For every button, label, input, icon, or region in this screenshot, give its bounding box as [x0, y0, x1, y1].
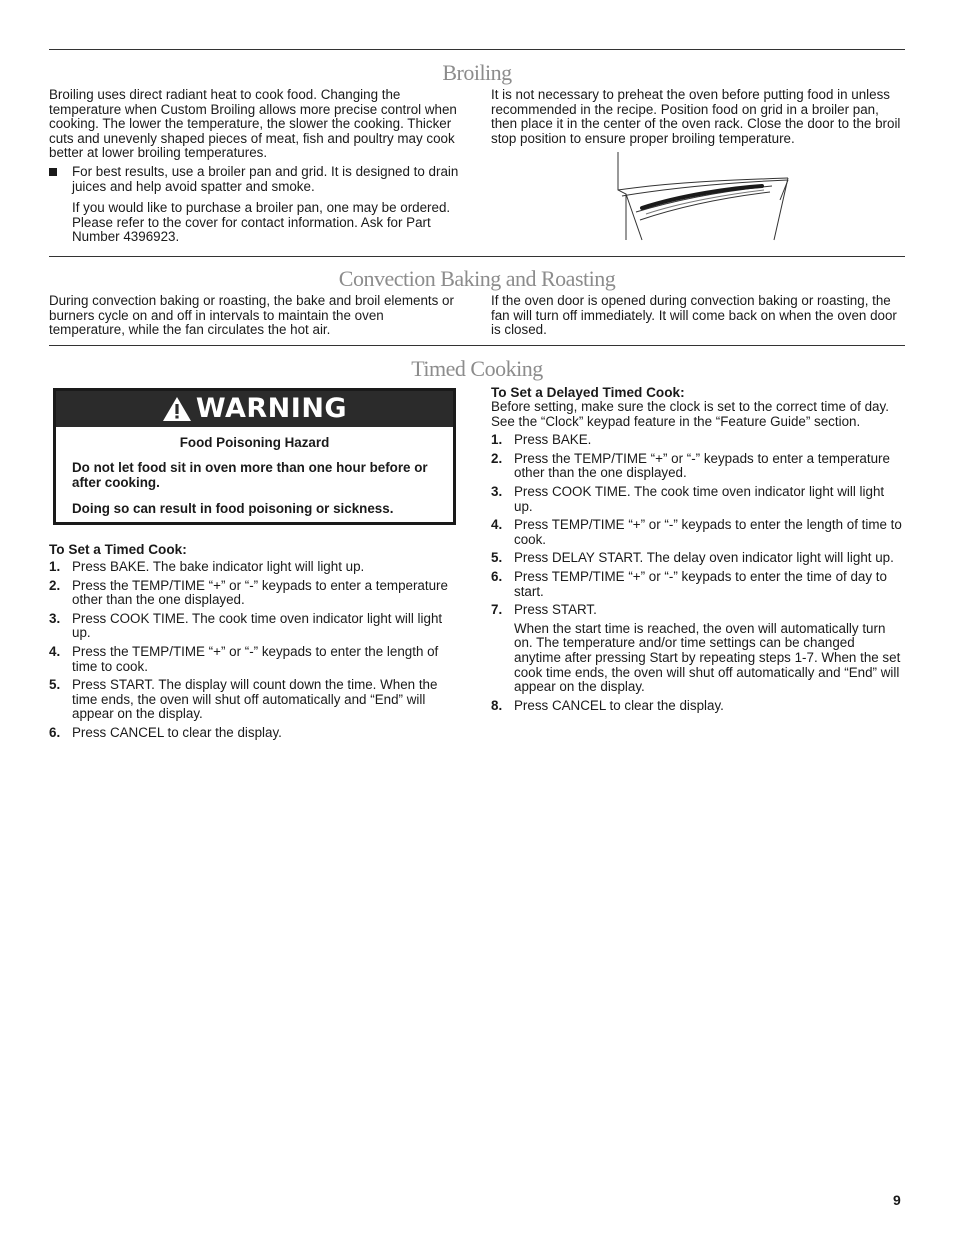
step-7-note: When the start time is reached, the oven will automatically turn on. The temperature and/or time settings can be changed anytime after pressing Start by repeating steps 1-7. When the set cook time ends, the oven will shut off automatically and “End” will appear on the display.	[514, 620, 901, 695]
warning-line-1: Do not let food sit in oven more than one hour before or after cooking.	[72, 459, 428, 490]
warning-box	[53, 388, 456, 525]
bullet-square-icon	[49, 168, 57, 176]
list-item: 2. Press the TEMP/TIME “+” or “-” keypads to enter a temperature other than the one displayed.	[491, 450, 890, 481]
list-item: 2. Press the TEMP/TIME “+” or “-” keypads to enter a temperature other than the one displayed.	[49, 577, 448, 608]
timed-cook-column	[49, 542, 463, 745]
list-item: 4. Press TEMP/TIME “+” or “-” keypads to enter the length of time to cook.	[491, 517, 902, 547]
broiling-right-column	[491, 88, 905, 146]
page-number: 9	[893, 1192, 901, 1208]
broiling-bullet	[49, 165, 463, 194]
broiling-left-column	[49, 88, 463, 245]
top-rule	[49, 49, 905, 50]
warning-hazard-title: Food Poisoning Hazard	[179, 435, 330, 450]
oven-door-broil-stop-illustration	[612, 150, 792, 242]
list-item: 5. Press START. The display will count down the time. When the time ends, the oven will shut off automatically and “End” will appear on the display.	[49, 677, 438, 722]
warning-triangle-icon	[162, 396, 192, 422]
timed-cook-heading: To Set a Timed Cook:	[49, 542, 187, 557]
convection-door-text: If the oven door is opened during convection baking or roasting, the fan will turn off immediately. It will come back on when the oven door is closed.	[491, 293, 897, 338]
list-item: 4. Press the TEMP/TIME “+” or “-” keypads to enter the length of time to cook.	[49, 643, 439, 674]
list-item: 6. Press CANCEL to clear the display.	[49, 724, 282, 740]
timed-cooking-heading: Timed Cooking	[411, 356, 543, 381]
broiling-bullet-note: If you would like to purchase a broiler pan, one may be ordered. Please refer to the cover for contact information. Ask for Part Number 4396923.	[72, 200, 451, 245]
convection-elements-text: During convection baking or roasting, the bake and broil elements or burners cycle on and off in intervals to maintain the oven temperature, while the fan circulates the hot air.	[49, 293, 454, 338]
timed-cook-steps	[49, 560, 463, 741]
timed-rule	[49, 345, 905, 346]
broiling-heading: Broiling	[442, 60, 512, 85]
list-item: 5. Press DELAY START. The delay oven indicator light will light up.	[491, 550, 894, 566]
convection-left-column	[49, 294, 463, 338]
list-item: 3. Press COOK TIME. The cook time oven indicator light will light up.	[491, 483, 885, 514]
warning-label: WARNING	[195, 392, 348, 424]
delayed-cook-heading: To Set a Delayed Timed Cook:	[491, 385, 685, 400]
broiling-preheat-text: It is not necessary to preheat the oven before putting food in unless recommended in the recipe. Position food on grid in a broiler pan, then place it in the center of the oven rack. Close the door to the broil stop position to ensure proper broiling temperature.	[491, 87, 901, 146]
list-item: 1. Press BAKE. The bake indicator light will light up.	[49, 559, 365, 574]
list-item: 7. Press START. When the start time is reached, the oven will automatically turn on. The temperature and/or time settings can be changed anytime after pressing Start by repeating steps 1-7. When the set cook time ends, the oven will shut off automatically and “End” will appear on the display.	[491, 603, 905, 695]
warning-header	[56, 391, 453, 427]
list-item: 8. Press CANCEL to clear the display.	[491, 697, 724, 713]
broiling-intro: Broiling uses direct radiant heat to cook food. Changing the temperature when Custom Broiling allows more precise control when cooking. The lower the temperature, the slower the cooking. Thicker cuts and unevenly shaped pieces of meat, fish and poultry may cook better at lower broiling temperatures.	[49, 87, 457, 161]
convection-heading: Convection Baking and Roasting	[338, 266, 616, 291]
delayed-cook-column	[491, 385, 905, 717]
warning-line-2: Doing so can result in food poisoning or sickness.	[72, 500, 394, 516]
convection-rule	[49, 256, 905, 257]
list-item: 3. Press COOK TIME. The cook time oven indicator light will light up.	[49, 610, 443, 641]
warning-body	[56, 427, 453, 516]
list-item: 6. Press TEMP/TIME “+” or “-” keypads to enter the time of day to start.	[491, 568, 887, 599]
delayed-cook-intro: Before setting, make sure the clock is set to the correct time of day. See the “Clock” keypad feature in the “Feature Guide” section.	[491, 399, 889, 429]
broiling-bullet-text: For best results, use a broiler pan and grid. It is designed to drain juices and help avoid spatter and smoke.	[72, 163, 459, 194]
list-item: 1. Press BAKE.	[491, 432, 592, 448]
delayed-cook-steps	[491, 433, 905, 713]
convection-right-column	[491, 294, 905, 338]
